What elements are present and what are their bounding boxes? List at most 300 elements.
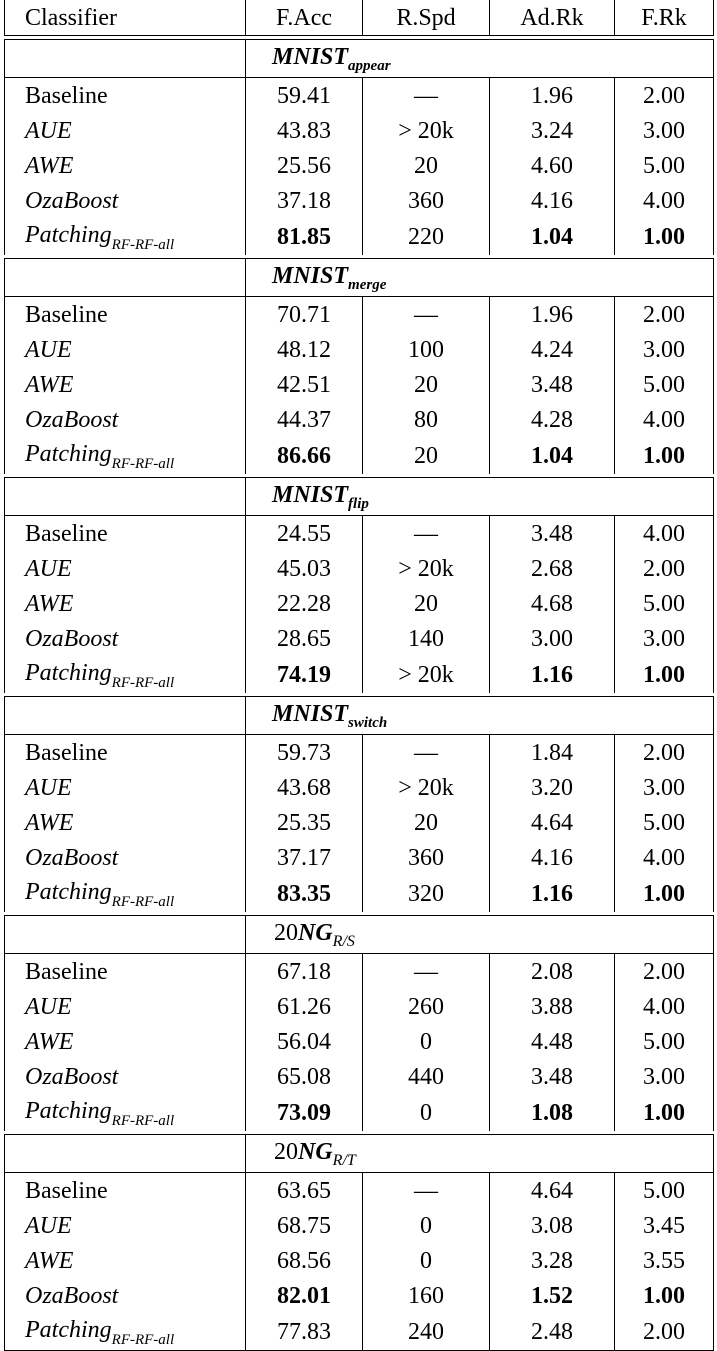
facc-value: 42.51: [277, 371, 331, 398]
rspd-cell: [363, 621, 490, 656]
adrk-cell: [490, 1059, 615, 1094]
rspd-cell: [363, 805, 490, 840]
rspd-cell: [363, 1173, 490, 1209]
rspd-cell: [363, 735, 490, 771]
classifier-cell: [5, 875, 246, 912]
facc-cell: [246, 332, 363, 367]
frk-value: 3.00: [643, 1063, 685, 1090]
results-table: [4, 0, 714, 1351]
classifier-subscript: RF-RF-all: [111, 237, 175, 253]
rspd-cell: [363, 1278, 490, 1313]
rspd-value: > 20k: [398, 774, 454, 801]
facc-value: 56.04: [277, 1028, 331, 1055]
frk-value: 1.00: [643, 661, 685, 688]
classifier-cell: [5, 402, 246, 437]
frk-value: 2.00: [643, 555, 685, 582]
rspd-cell: [363, 1313, 490, 1351]
adrk-cell: [490, 954, 615, 990]
rspd-cell: [363, 1024, 490, 1059]
rspd-cell: [363, 840, 490, 875]
rspd-cell: [363, 875, 490, 912]
frk-value: 3.00: [643, 336, 685, 363]
classifier-name: Patching: [25, 1098, 112, 1124]
adrk-value: 4.16: [531, 187, 573, 214]
dataset-title: [246, 478, 490, 516]
rspd-cell: [363, 1059, 490, 1094]
rspd-cell: [363, 113, 490, 148]
rspd-value: —: [414, 1177, 438, 1204]
rspd-cell: [363, 656, 490, 693]
rspd-cell: [363, 218, 490, 255]
classifier-cell: [5, 1094, 246, 1131]
frk-value: 4.00: [643, 993, 685, 1020]
adrk-cell: [490, 332, 615, 367]
adrk-value: 2.48: [531, 1318, 573, 1345]
dataset-row-blank: [5, 478, 246, 516]
table-row: [5, 332, 714, 367]
classifier-name: AUE: [25, 1212, 72, 1239]
header-row: [5, 0, 714, 36]
frk-cell: [615, 367, 714, 402]
frk-cell: [615, 516, 714, 552]
table-row: [5, 586, 714, 621]
frk-value: 2.00: [643, 958, 685, 985]
rspd-cell: [363, 183, 490, 218]
classifier-cell: [5, 113, 246, 148]
dataset-subscript: R/S: [332, 933, 355, 950]
header-adrk: Ad.Rk: [490, 0, 615, 36]
adrk-value: 4.48: [531, 1028, 573, 1055]
frk-cell: [615, 735, 714, 771]
frk-cell: [615, 551, 714, 586]
adrk-cell: [490, 1313, 615, 1351]
facc-cell: [246, 1094, 363, 1131]
rspd-value: 140: [408, 625, 444, 652]
dataset-row-fill: [490, 478, 714, 516]
facc-cell: [246, 840, 363, 875]
dataset-row: [5, 916, 714, 954]
table-row: [5, 367, 714, 402]
facc-cell: [246, 875, 363, 912]
dataset-row-fill: [490, 697, 714, 735]
rspd-cell: [363, 367, 490, 402]
frk-value: 5.00: [643, 371, 685, 398]
classifier-name: AUE: [25, 555, 72, 582]
dataset-subscript: merge: [348, 277, 387, 293]
adrk-cell: [490, 113, 615, 148]
table-row: [5, 989, 714, 1024]
dataset-name: MNIST: [272, 44, 349, 70]
rspd-value: 240: [408, 1318, 444, 1345]
adrk-cell: [490, 183, 615, 218]
rspd-value: —: [414, 82, 438, 109]
facc-cell: [246, 367, 363, 402]
table-row: [5, 770, 714, 805]
rspd-cell: [363, 78, 490, 114]
rspd-cell: [363, 1094, 490, 1131]
table-row: [5, 402, 714, 437]
adrk-value: 3.48: [531, 1063, 573, 1090]
classifier-subscript: RF-RF-all: [111, 1113, 175, 1129]
dataset-row-blank: [5, 1135, 246, 1173]
classifier-cell: [5, 516, 246, 552]
frk-value: 2.00: [643, 82, 685, 109]
frk-cell: [615, 1094, 714, 1131]
facc-value: 37.18: [277, 187, 331, 214]
rspd-value: 20: [414, 371, 438, 398]
facc-value: 81.85: [277, 223, 331, 250]
classifier-name: AUE: [25, 336, 72, 363]
frk-value: 5.00: [643, 590, 685, 617]
dataset-row: [5, 259, 714, 297]
frk-value: 1.00: [643, 442, 685, 469]
table-row: [5, 1024, 714, 1059]
adrk-cell: [490, 148, 615, 183]
adrk-value: 3.48: [531, 520, 573, 547]
rspd-value: 0: [420, 1247, 432, 1274]
facc-cell: [246, 656, 363, 693]
facc-value: 73.09: [277, 1099, 331, 1126]
facc-cell: [246, 1313, 363, 1351]
classifier-name: Patching: [25, 441, 112, 467]
dataset-row-fill: [490, 40, 714, 78]
classifier-name: Patching: [25, 879, 112, 905]
rspd-value: > 20k: [398, 661, 454, 688]
facc-cell: [246, 113, 363, 148]
frk-value: 5.00: [643, 1177, 685, 1204]
table-row: [5, 1243, 714, 1278]
facc-value: 59.41: [277, 82, 331, 109]
table-row: [5, 148, 714, 183]
frk-cell: [615, 989, 714, 1024]
dataset-row: [5, 40, 714, 78]
classifier-cell: [5, 1313, 246, 1351]
table-row: [5, 1173, 714, 1209]
facc-value: 25.35: [277, 809, 331, 836]
facc-cell: [246, 735, 363, 771]
facc-cell: [246, 218, 363, 255]
rspd-value: 0: [420, 1099, 432, 1126]
adrk-value: 1.96: [531, 82, 573, 109]
frk-value: 5.00: [643, 152, 685, 179]
frk-cell: [615, 437, 714, 474]
classifier-cell: [5, 332, 246, 367]
classifier-name: OzaBoost: [25, 406, 119, 433]
frk-value: 4.00: [643, 406, 685, 433]
frk-cell: [615, 840, 714, 875]
adrk-value: 1.16: [531, 661, 573, 688]
classifier-subscript: RF-RF-all: [111, 675, 175, 691]
frk-cell: [615, 1059, 714, 1094]
rspd-value: —: [414, 739, 438, 766]
frk-value: 1.00: [643, 1099, 685, 1126]
classifier-name: Patching: [25, 660, 112, 686]
facc-value: 65.08: [277, 1063, 331, 1090]
rspd-cell: [363, 1243, 490, 1278]
frk-value: 3.00: [643, 117, 685, 144]
table-row: [5, 656, 714, 693]
frk-cell: [615, 402, 714, 437]
classifier-name: Baseline: [25, 82, 108, 109]
classifier-name: OzaBoost: [25, 844, 119, 871]
frk-cell: [615, 183, 714, 218]
rspd-cell: [363, 437, 490, 474]
adrk-cell: [490, 805, 615, 840]
rspd-value: —: [414, 958, 438, 985]
adrk-cell: [490, 516, 615, 552]
table-row: [5, 1278, 714, 1313]
rspd-value: 20: [414, 442, 438, 469]
classifier-name: OzaBoost: [25, 1063, 119, 1090]
header-classifier: Classifier: [5, 0, 246, 36]
adrk-value: 3.00: [531, 625, 573, 652]
classifier-cell: [5, 1059, 246, 1094]
facc-value: 61.26: [277, 993, 331, 1020]
facc-cell: [246, 1208, 363, 1243]
classifier-cell: [5, 148, 246, 183]
facc-cell: [246, 989, 363, 1024]
classifier-subscript: RF-RF-all: [111, 894, 175, 910]
classifier-cell: [5, 621, 246, 656]
classifier-cell: [5, 1243, 246, 1278]
frk-cell: [615, 113, 714, 148]
facc-value: 25.56: [277, 152, 331, 179]
classifier-cell: [5, 551, 246, 586]
frk-cell: [615, 1024, 714, 1059]
classifier-cell: [5, 1173, 246, 1209]
adrk-cell: [490, 551, 615, 586]
dataset-row-blank: [5, 259, 246, 297]
classifier-cell: [5, 840, 246, 875]
frk-cell: [615, 954, 714, 990]
table-row: [5, 437, 714, 474]
adrk-value: 1.08: [531, 1099, 573, 1126]
facc-cell: [246, 402, 363, 437]
facc-value: 83.35: [277, 880, 331, 907]
table-row: [5, 954, 714, 990]
dataset-row-fill: [490, 1135, 714, 1173]
frk-cell: [615, 1208, 714, 1243]
adrk-cell: [490, 1094, 615, 1131]
facc-value: 45.03: [277, 555, 331, 582]
rspd-value: 0: [420, 1212, 432, 1239]
frk-cell: [615, 1278, 714, 1313]
rspd-cell: [363, 1208, 490, 1243]
adrk-cell: [490, 586, 615, 621]
rspd-cell: [363, 402, 490, 437]
adrk-cell: [490, 218, 615, 255]
frk-cell: [615, 297, 714, 333]
adrk-value: 1.04: [531, 223, 573, 250]
facc-cell: [246, 551, 363, 586]
rspd-value: —: [414, 301, 438, 328]
classifier-name: AWE: [25, 1247, 74, 1274]
adrk-cell: [490, 621, 615, 656]
table-row: [5, 621, 714, 656]
dataset-name: NG: [298, 920, 333, 946]
rspd-cell: [363, 332, 490, 367]
classifier-name: OzaBoost: [25, 187, 119, 214]
frk-cell: [615, 332, 714, 367]
rspd-value: 20: [414, 152, 438, 179]
rspd-cell: [363, 297, 490, 333]
table-row: [5, 78, 714, 114]
rspd-cell: [363, 770, 490, 805]
classifier-name: OzaBoost: [25, 1282, 119, 1309]
table-row: [5, 1059, 714, 1094]
rspd-cell: [363, 148, 490, 183]
dataset-subscript: switch: [348, 715, 388, 731]
adrk-cell: [490, 656, 615, 693]
facc-cell: [246, 1243, 363, 1278]
classifier-name: Patching: [25, 1317, 112, 1343]
classifier-cell: [5, 656, 246, 693]
facc-cell: [246, 1024, 363, 1059]
rspd-value: 320: [408, 880, 444, 907]
facc-cell: [246, 297, 363, 333]
dataset-name: MNIST: [272, 482, 349, 508]
classifier-cell: [5, 1024, 246, 1059]
rspd-value: 220: [408, 223, 444, 250]
adrk-value: 1.16: [531, 880, 573, 907]
table-row: [5, 1094, 714, 1131]
facc-cell: [246, 78, 363, 114]
facc-value: 74.19: [277, 661, 331, 688]
frk-cell: [615, 586, 714, 621]
adrk-cell: [490, 840, 615, 875]
dataset-title: [246, 1135, 490, 1173]
facc-cell: [246, 621, 363, 656]
frk-value: 1.00: [643, 1282, 685, 1309]
rspd-value: 80: [414, 406, 438, 433]
adrk-cell: [490, 735, 615, 771]
dataset-title: [246, 40, 490, 78]
dataset-title: [246, 697, 490, 735]
classifier-cell: [5, 989, 246, 1024]
dataset-row: [5, 1135, 714, 1173]
facc-value: 44.37: [277, 406, 331, 433]
rspd-value: 0: [420, 1028, 432, 1055]
adrk-value: 3.28: [531, 1247, 573, 1274]
classifier-name: AWE: [25, 590, 74, 617]
facc-value: 43.68: [277, 774, 331, 801]
facc-value: 43.83: [277, 117, 331, 144]
facc-value: 37.17: [277, 844, 331, 871]
adrk-value: 1.84: [531, 739, 573, 766]
adrk-cell: [490, 402, 615, 437]
frk-value: 4.00: [643, 844, 685, 871]
facc-cell: [246, 183, 363, 218]
rspd-value: 260: [408, 993, 444, 1020]
rspd-value: > 20k: [398, 555, 454, 582]
frk-cell: [615, 148, 714, 183]
facc-cell: [246, 1278, 363, 1313]
dataset-subscript: R/T: [332, 1152, 356, 1169]
classifier-subscript: RF-RF-all: [111, 1332, 175, 1348]
frk-value: 1.00: [643, 880, 685, 907]
classifier-cell: [5, 770, 246, 805]
table-row: [5, 113, 714, 148]
adrk-value: 4.64: [531, 1177, 573, 1204]
adrk-value: 3.88: [531, 993, 573, 1020]
frk-cell: [615, 875, 714, 912]
rspd-value: 20: [414, 590, 438, 617]
facc-value: 22.28: [277, 590, 331, 617]
dataset-row: [5, 478, 714, 516]
dataset-name: MNIST: [272, 263, 349, 289]
frk-value: 2.00: [643, 739, 685, 766]
adrk-value: 4.68: [531, 590, 573, 617]
rspd-cell: [363, 516, 490, 552]
facc-cell: [246, 1059, 363, 1094]
adrk-value: 4.60: [531, 152, 573, 179]
dataset-row-fill: [490, 259, 714, 297]
adrk-cell: [490, 1208, 615, 1243]
adrk-value: 3.48: [531, 371, 573, 398]
frk-value: 5.00: [643, 1028, 685, 1055]
facc-value: 59.73: [277, 739, 331, 766]
frk-value: 4.00: [643, 187, 685, 214]
rspd-value: 360: [408, 844, 444, 871]
rspd-value: > 20k: [398, 117, 454, 144]
classifier-name: AUE: [25, 117, 72, 144]
facc-cell: [246, 148, 363, 183]
adrk-cell: [490, 1278, 615, 1313]
dataset-row-blank: [5, 916, 246, 954]
classifier-name: AWE: [25, 809, 74, 836]
frk-value: 4.00: [643, 520, 685, 547]
facc-value: 86.66: [277, 442, 331, 469]
rspd-cell: [363, 989, 490, 1024]
rspd-cell: [363, 586, 490, 621]
frk-value: 5.00: [643, 809, 685, 836]
facc-cell: [246, 770, 363, 805]
classifier-cell: [5, 297, 246, 333]
frk-cell: [615, 1173, 714, 1209]
adrk-value: 2.08: [531, 958, 573, 985]
classifier-cell: [5, 437, 246, 474]
facc-cell: [246, 954, 363, 990]
classifier-name: AUE: [25, 774, 72, 801]
frk-value: 2.00: [643, 1318, 685, 1345]
classifier-cell: [5, 805, 246, 840]
dataset-name: NG: [298, 1139, 333, 1165]
classifier-cell: [5, 78, 246, 114]
adrk-cell: [490, 1173, 615, 1209]
dataset-row-blank: [5, 697, 246, 735]
results-table-body: [5, 0, 714, 1351]
rspd-value: 100: [408, 336, 444, 363]
dataset-title: [246, 259, 490, 297]
table-row: [5, 297, 714, 333]
classifier-name: OzaBoost: [25, 625, 119, 652]
adrk-cell: [490, 437, 615, 474]
adrk-value: 1.52: [531, 1282, 573, 1309]
classifier-name: AWE: [25, 152, 74, 179]
frk-value: 3.45: [643, 1212, 685, 1239]
facc-cell: [246, 516, 363, 552]
adrk-value: 4.64: [531, 809, 573, 836]
table-row: [5, 1208, 714, 1243]
adrk-value: 4.24: [531, 336, 573, 363]
adrk-value: 1.04: [531, 442, 573, 469]
adrk-cell: [490, 875, 615, 912]
adrk-value: 1.96: [531, 301, 573, 328]
facc-value: 68.75: [277, 1212, 331, 1239]
facc-value: 82.01: [277, 1282, 331, 1309]
adrk-cell: [490, 1024, 615, 1059]
frk-value: 2.00: [643, 301, 685, 328]
